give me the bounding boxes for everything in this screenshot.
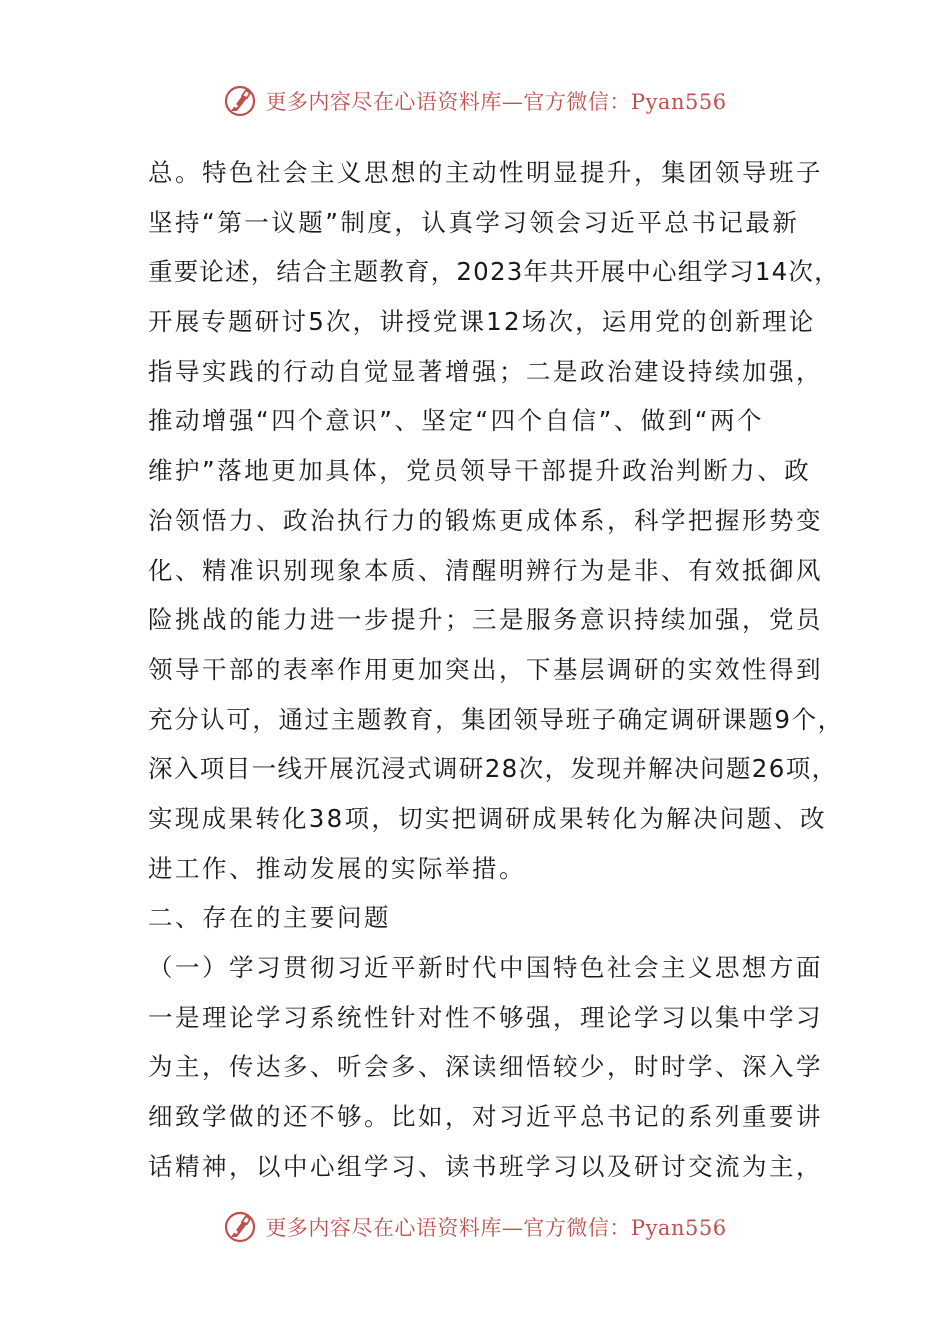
body-line-15: 进工作、推动发展的实际举措。 [148,853,526,883]
body-line-14: 实现成果转化38项，切实把调研成果转化为解决问题、改 [148,803,827,833]
body-line-11: 领导干部的表率作用更加突出，下基层调研的实效性得到 [148,654,823,684]
document-body [148,148,844,1191]
subsection-heading: （一）学习贯彻习近平新时代中国特色社会主义思想方面 [148,953,823,982]
watermark-text-top: 更多内容尽在心语资料库—官方微信：Pyan556 [265,90,727,114]
watermark-text-bottom: 更多内容尽在心语资料库—官方微信：Pyan556 [265,1216,727,1240]
body-line-8: 治领悟力、政治执行力的锻炼更成体系，科学把握形势变 [148,505,823,535]
body-line-3: 重要论述，结合主题教育，2023年共开展中心组学习14次， [148,257,840,287]
pen-nib-logo-icon [223,84,257,118]
body-line-5: 指导实践的行动自觉显著增强；二是政治建设持续加强， [148,356,823,386]
body-line-19: 为主，传达多、听会多、深读细悟较少，时时学、深入学 [148,1052,823,1082]
body-line-1: 总。特色社会主义思想的主动性明显提升，集团领导班子 [148,158,823,187]
watermark-banner-top [0,84,950,118]
body-line-6: 推动增强“四个意识”、坚定“四个自信”、做到“两个 [148,406,764,436]
body-line-18: 一是理论学习系统性针对性不够强，理论学习以集中学习 [148,1002,823,1032]
body-line-7: 维护”落地更加具体，党员领导干部提升政治判断力、政 [148,456,812,486]
body-line-20: 细致学做的还不够。比如，对习近平总书记的系列重要讲 [148,1102,823,1132]
body-line-2: 坚持“第一议题”制度，认真学习领会习近平总书记最新 [148,207,800,237]
section-heading: 二、存在的主要问题 [148,903,391,933]
body-line-21: 话精神，以中心组学习、读书班学习以及研讨交流为主， [148,1151,823,1181]
body-line-13: 深入项目一线开展沉浸式调研28次，发现并解决问题26项， [148,754,838,784]
body-line-12: 充分认可，通过主题教育，集团领导班子确定调研课题9个， [148,704,844,734]
body-line-9: 化、精准识别现象本质、清醒明辨行为是非、有效抵御风 [148,555,823,585]
body-line-4: 开展专题研讨5次，讲授党课12场次，运用党的创新理论 [148,307,816,337]
watermark-banner-bottom [0,1210,950,1244]
pen-nib-logo-icon [223,1210,257,1244]
body-line-10: 险挑战的能力进一步提升；三是服务意识持续加强，党员 [148,605,823,635]
